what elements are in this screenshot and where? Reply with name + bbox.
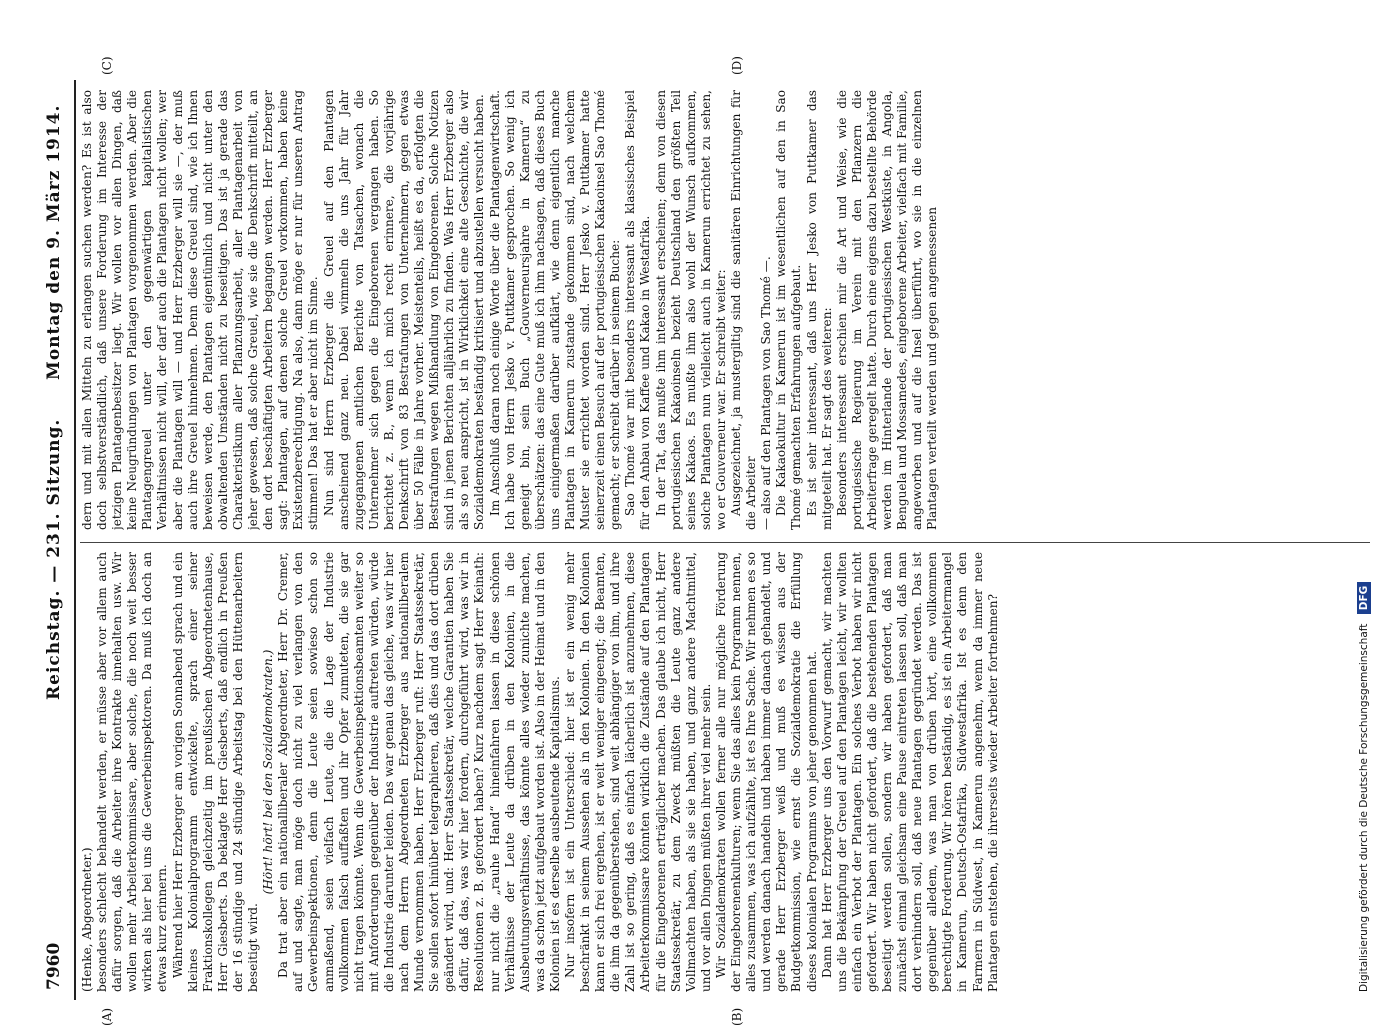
paragraph: besonders schlecht behandelt werden, er müsse aber vor allem auch dafür sorgen, daß die Arbeiter ihre Kontrakte innehalten usw. Wir wollen mehr Arbeiterkommissare, aber solche, die noch weit besser wirken als hier bei uns die Gewerbeinspektoren. Da muß ich doch an etwas kurz erinnern. <box>95 552 170 992</box>
document-page <box>40 56 1380 1026</box>
paragraph: (Henke, Abgeordneter.) <box>80 847 94 992</box>
paragraph: Ausgezeichnet, ja mustergiltig sind die sanitären Einrichtungen für die Arbeiter <box>729 90 759 530</box>
paragraph: Wir Sozialdemokraten wollen ferner alle nur mögliche Förderung der Eingeborenenkulturen; wenn Sie das alles kein Programm nennen, alles zusammen, was ich aufzählte, ist es Ihre Sache. Wir nehmen es so und werden danach handeln und haben immer danach gehandelt, und gerade Herr Erzberger weiß und muß es wissen aus der Budgetkommission, wie ernst die Sozialdemokratie die Erfüllung dieses kolonialen Programms von jeher genommen hat. <box>713 552 819 992</box>
paragraph: Nur insofern ist ein Unterschied: hier ist er ein wenig mehr beschränkt in seinem Aussehen als in den Kolonien. In den Kolonien kann er sich frei ergehen, ist er weit weniger eingeengt; die Beamten, die ihm da gegenüberstehen, sind weit abhängiger von ihm, und ihre Zahl ist so gering, daß es einfach lächerlich ist anzunehmen, diese Arbeiterkommissare könnten wirklich die Zustände auf den Plantagen für die Eingeborenen erträglicher machen. Das glaube ich nicht, Herr Staatssekretär, zu dem Zweck müßten die Leute ganz andere Vollmachten haben, als sie sie haben, und ganz andere Machtmittel, und vor allen Dingen müßten ihrer viel mehr sein. <box>563 552 713 992</box>
margin-marker-d: (D) <box>730 56 744 75</box>
margin-marker-b: (B) <box>730 1007 744 1026</box>
paragraph: Dann hat Herr Erzberger uns den Vorwurf gemacht, wir machten uns die Bekämpfung der Greuel auf den Plantagen leicht, wir wollten einfach ein Verbot der Plantagen. Ein solches Verbot haben wir nicht gefordert. Wir haben nicht gefordert, daß die bestehenden Plantagen beseitigt werden sollen, sondern wir haben gefordert, daß man zunächst einmal gleichsam eine Pause eintreten lassen soll, daß man dort verhindern soll, daß neue Plantagen gegründet werden. Das ist gegenüber alledem, was man von drüben hört, eine vollkommen berechtigte Forderung. Wir hören beständig, es ist ein Arbeitermangel in Kamerun, Deutsch-Ostafrika, Südwestafrika. Ist es denn den Farmern in Südwest, in Kamerun angenehm, wenn da immer neue Plantagen entstehen, die ihrerseits wieder Arbeiter fortnehmen? <box>819 552 1000 992</box>
paragraph: Während hier Herr Erzberger am vorigen Sonnabend sprach und ein kleines Kolonialprogramm entwickelte, sprach einer seiner Fraktionskollegen gleichzeitig im preußischen Abgeordnetenhause, Herr Giesberts. Da beklagte Herr Giesberts, daß endlich in Preußen der 16 stündige und 24 stündige Arbeitstag bei den Hüttenarbeitern beseitigt wird. <box>170 552 261 992</box>
paragraph: In der Tat, das mußte ihm interessant erscheinen; denn von diesen portugiesischen Kakaoinseln bezieht Deutschland den größten Teil seines Kakaos. Es mußte ihm also wohl der Wunsch aufkommen, solche Plantagen nun vielleicht auch in Kamerun errichtet zu sehen, wo er Gouverneur war. Er schreibt weiter: <box>653 90 728 530</box>
paragraph: Da trat aber ein nationalliberaler Abgeordneter, Herr Dr. Cremer, auf und sagte, man möge doch nicht zu viel verlangen von den Gewerbeinspektionen, denn die Leute seien sowieso schon so anmaßend, seien vielfach Leute, die die Lage der Industrie vollkommen falsch auffaßten und ihr Opfer zumuteten, die sie gar nicht tragen könnte. Wenn die Gewerbeinspektionsbeamten weiter so mit Anforderungen gegenüber der Industrie auftreten würden, würde die Industrie darunter leiden. Das war genau das gleiche, was wir hier nach dem Herrn Abgeordneten Erzberger aus nationalliberalem Munde vernommen haben. Herr Erzberger ruft: Herr Staatssekretär, Sie sollen sofort hinüber telegraphieren, daß dies und das dort drüben geändert wird, und: Herr Staatssekretär, welche Garantien haben Sie dafür, daß das, was wir hier fordern, durchgeführt wird, was wir in Resolutionen z. B. gefordert haben? Kurz nachdem sagt Herr Keinath: nur nicht die „rauhe Hand“ hineinfahren lassen in diese schönen Verhältnisse der Leute da drüben in den Kolonien, in die Ausbeutungsverhältnisse, das könnte alles wieder zunichte machen, was da schon jetzt aufgebaut worden ist. Also in der Heimat und in den Kolonien ist es derselbe ausbeutende Kapitalismus. <box>276 552 562 992</box>
session-title: Reichstag. — 231. Sitzung. <box>44 418 64 700</box>
digitization-stamp <box>1350 8 1378 992</box>
paragraph: — also auf den Plantagen von Sao Thomé —. <box>759 256 774 530</box>
paragraph: Die Kakaokultur in Kamerun ist im wesentlichen auf den in Sao Thomé gemachten Erfahrungen aufgebaut. <box>774 90 804 530</box>
header-rule <box>74 80 76 1000</box>
page-header <box>40 80 70 1000</box>
paragraph: Sao Thomé war mit besonders interessant als klassisches Beispiel für den Anbau von Kaffee und Kakao in Westafrika. <box>623 90 653 530</box>
dfg-logo: DFG <box>1357 582 1371 615</box>
paragraph: Im Anschluß daran noch einige Worte über die Plantagenwirtschaft. Ich habe von Herrn Jesko v. Puttkamer gesprochen. So wenig ich geneigt bin, sein Buch „Gouverneursjahre in Kamerun“ zu überschätzen: das eine Gute muß ich ihm nachsagen, daß dieses Buch uns einigermaßen darüber aufklärt, wie denn eigentlich manche Plantagen in Kamerun zustande gekommen sind, nach welchem Muster sie errichtet worden sind. Herr Jesko v. Puttkamer hatte seinerzeit einen Besuch auf der portugiesischen Kakaoinsel Sao Thomé gemacht; er schreibt darüber in seinem Buche: <box>487 90 623 530</box>
paragraph: dern und mit allen Mitteln zu erlangen suchen werden? Es ist also doch selbstverständlich, daß unsere Forderung im Interesse der jetzigen Plantagenbesitzer liegt. Wir wollen vor allen Dingen, daß keine Neugründungen von Plantagen vorgenommen werden. Aber die Plantagengreuel unter den gegenwärtigen kapitalistischen Verhältnissen nicht will, der darf auch die Plantagen nicht wollen; wer aber die Plantagen will — und Herr Erzberger will sie —, der muß auch ihre Greuel hinnehmen. Denn diese Greuel sind, wie ich Ihnen beweisen werde, den Plantagen eigentümlich und nicht unter den obwaltenden Umständen nicht zu beseitigen. Das ist ja gerade das Charakteristikum aller Pflanzungsarbeit, aller Plantagenarbeit von jeher gewesen, daß solche Greuel, wie sie die Denkschrift mitteilt, an den dort beschäftigten Arbeitern begangen werden. Herr Erzberger sagt: Plantagen, auf denen solche Greuel vorkommen, haben keine Existenzberechtigung. Na also, dann möge er nur für unseren Antrag stimmen! Das hat er aber nicht im Sinne. <box>80 90 321 530</box>
paragraph: Nun sind Herrn Erzberger die Greuel auf den Plantagen anscheinend ganz neu. Dabei wimmeln die uns Jahr für Jahr zugegangenen amtlichen Berichte von Tatsachen, wonach die Unternehmer sich gegen die Eingeborenen vergangen haben. So berichtet z. B., wenn ich mich recht erinnere, die vorjährige Denkschrift von 83 Bestrafungen von Unternehmern, gegen etwas über 50 Fälle in Jahre vorher. Meistenteils, heißt es da, erfolgten die Bestrafungen wegen Mißhandlung von Eingeborenen. Solche Notizen sind in jenen Berichten alljährlich zu finden. Was Herr Erzberger also als so neu anspricht, ist in Wirklichkeit eine alte Geschichte, die wir Sozialdemokraten beständig kritisiert und abzustellen versucht haben. <box>321 90 487 530</box>
stamp-text: Digitalisierung gefördert durch die Deutsche Forschungsgemeinschaft <box>1358 623 1370 992</box>
column-divider <box>80 542 1370 543</box>
session-date: Montag den 9. März 1914. <box>44 104 64 380</box>
page-number: 7960 <box>44 942 64 990</box>
margin-marker-c: (C) <box>100 56 114 75</box>
right-column <box>80 90 1370 530</box>
left-column <box>80 552 1370 992</box>
paragraph: (Hört! hört! bei den Sozialdemokraten.) <box>261 649 276 895</box>
margin-marker-a: (A) <box>100 1007 114 1026</box>
stamp-text-line <box>1350 8 1378 992</box>
paragraph: Es ist sehr interessant, daß uns Herr Jesko von Puttkamer das mitgeteilt hat. Er sagt des weiteren: <box>804 90 834 530</box>
paragraph: Besonders interessant erschien mir die Art und Weise, wie die portugiesische Regierung im Verein mit den Pflanzern die Arbeiterfrage geregelt hatte. Durch eine eigens dazu bestellte Behörde werden im Hinterlande der portugiesischen Westküste, in Angola, Benguela und Mossamedes, eingeborene Arbeiter, vielfach mit Familie, angeworben und auf die Insel überführt, wo sie in die einzelnen Plantagen verteilt werden und gegen angemessenen <box>834 90 940 530</box>
